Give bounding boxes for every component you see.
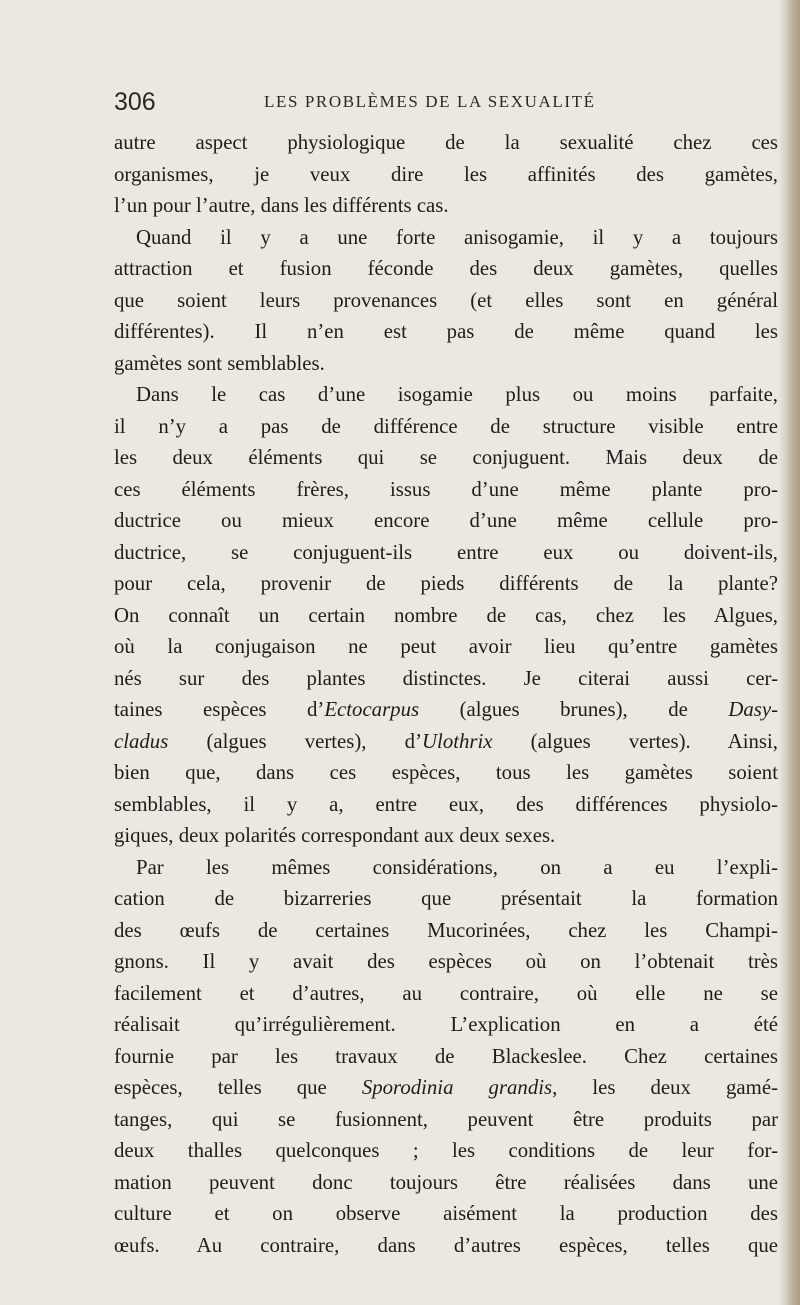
body-text xyxy=(114,127,778,1261)
text-line: semblables, il y a, entre eux, des différences physiolo- xyxy=(114,792,778,816)
text-line: deux thalles quelconques ; les conditions de leur for- xyxy=(114,1139,778,1162)
text-line: autre aspect physiologique de la sexualité chez ces xyxy=(114,131,778,154)
text-line: l’un pour l’autre, dans les différents cas. xyxy=(114,194,449,217)
italic-taxon: Ulothrix xyxy=(422,729,493,753)
text-line: nés sur des plantes distinctes. Je citerai aussi cer- xyxy=(114,666,778,690)
text-line: taines espèces d’Ectocarpus (algues brunes), de Dasy- xyxy=(114,698,778,721)
page-number: 306 xyxy=(114,88,156,116)
text-line: gamètes sont semblables. xyxy=(114,351,325,375)
text-line: culture et on observe aisément la production des xyxy=(114,1202,778,1225)
page-header xyxy=(114,88,774,118)
text-line: les deux éléments qui se conjuguent. Mais deux de xyxy=(114,446,778,469)
text-line: Par les mêmes considérations, on a eu l’expli- xyxy=(136,855,778,879)
text-line: organismes, je veux dire les affinités des gamètes, xyxy=(114,162,778,186)
text-line: bien que, dans ces espèces, tous les gamètes soient xyxy=(114,761,778,784)
text-line: réalisait qu’irrégulièrement. L’explication en a été xyxy=(114,1013,778,1036)
text-line: cation de bizarreries que présentait la formation xyxy=(114,887,778,910)
text-line: ductrice, se conjuguent-ils entre eux ou doivent-ils, xyxy=(114,540,778,564)
text-line: que soient leurs provenances (et elles sont en général xyxy=(114,288,778,312)
text-line: ductrice ou mieux encore d’une même cellule pro- xyxy=(114,509,778,532)
italic-taxon: Dasy- xyxy=(728,698,778,721)
text-line: mation peuvent donc toujours être réalisées dans une xyxy=(114,1170,778,1194)
text-line: gnons. Il y avait des espèces où on l’obtenait très xyxy=(114,950,778,973)
italic-taxon: Sporodinia grandis xyxy=(361,1076,553,1099)
text-line: où la conjugaison ne peut avoir lieu qu’entre gamètes xyxy=(114,635,778,658)
text-line: œufs. Au contraire, dans d’autres espèces, telles que xyxy=(114,1233,778,1257)
text-line: tanges, qui se fusionnent, peuvent être produits par xyxy=(114,1107,778,1131)
text-line: Quand il y a une forte anisogamie, il y a toujours xyxy=(136,225,778,249)
text-line: pour cela, provenir de pieds différents de la plante? xyxy=(114,572,778,595)
text-line: fournie par les travaux de Blackeslee. Chez certaines xyxy=(114,1044,778,1068)
text-line: des œufs de certaines Mucorinées, chez les Champi- xyxy=(114,918,778,942)
text-line: espèces, telles que Sporodinia grandis, les deux gamé- xyxy=(114,1076,778,1099)
text-line: facilement et d’autres, au contraire, où elle ne se xyxy=(114,981,778,1005)
text-line: il n’y a pas de différence de structure visible entre xyxy=(114,414,778,438)
text-line: ces éléments frères, issus d’une même plante pro- xyxy=(114,477,778,501)
italic-taxon: Ectocarpus xyxy=(324,698,420,721)
text-line: giques, deux polarités correspondant aux deux sexes. xyxy=(114,824,556,847)
text-line: attraction et fusion féconde des deux gamètes, quelles xyxy=(114,257,778,280)
text-line: cladus (algues vertes), d’Ulothrix (algues vertes). Ainsi, xyxy=(114,729,778,753)
text-line: différentes). Il n’en est pas de même quand les xyxy=(114,320,778,343)
italic-taxon: cladus xyxy=(114,729,169,753)
page-edge xyxy=(778,0,800,1305)
text-line: Dans le cas d’une isogamie plus ou moins parfaite, xyxy=(136,383,778,406)
text-line: On connaît un certain nombre de cas, chez les Algues, xyxy=(114,603,778,627)
running-title: LES PROBLÈMES DE LA SEXUALITÉ xyxy=(264,92,596,111)
